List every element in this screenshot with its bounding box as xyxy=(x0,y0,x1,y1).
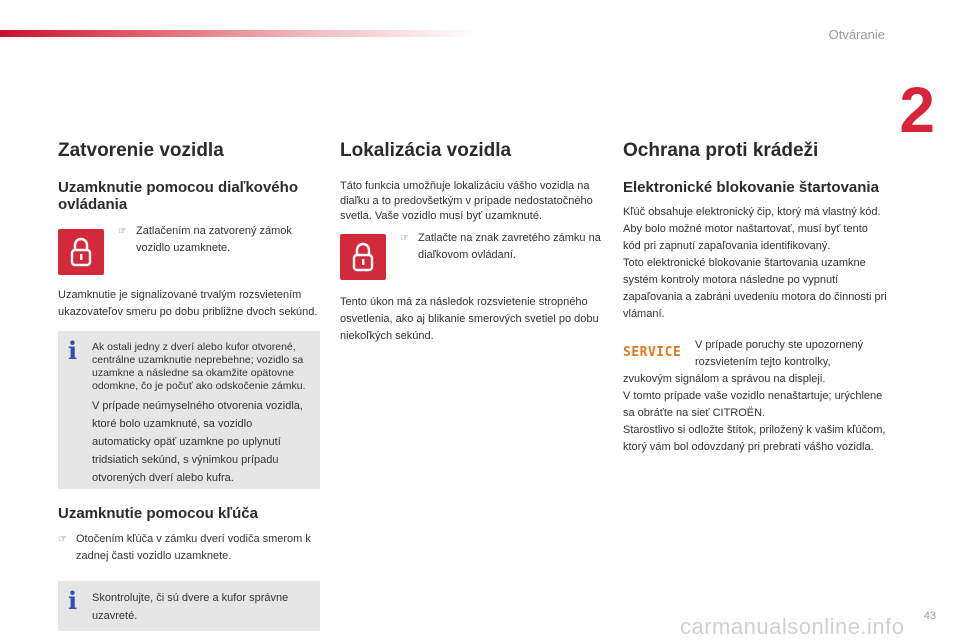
immobiliser-para4: V tomto prípade vaše vozidlo nenaštartuje; urýchlene sa obráťte na sieť CITROËN. xyxy=(623,390,883,420)
hand-pointer-icon: ☞ xyxy=(400,232,409,244)
page-number: 43 xyxy=(923,610,936,622)
service-warning-lamp xyxy=(623,337,682,361)
info-box-locking xyxy=(58,331,320,489)
service-text: V prípade poruchy ste upozornený rozsvietením tejto kontrolky, xyxy=(695,339,864,369)
column-anti-theft xyxy=(623,140,888,456)
immobiliser-para5: Starostlivo si odložte štítok, priložený k vašim kľúčom, ktorý vám bol odovzdaný pri prebratí vášho vozidla. xyxy=(623,424,886,454)
info-box-check xyxy=(58,581,320,631)
locating-title: Lokalizácia vozidla xyxy=(340,140,512,161)
service-warning xyxy=(623,337,888,371)
chapter-number: 2 xyxy=(899,74,935,146)
immobiliser-para1: Kľúč obsahuje elektronický čip, ktorý má vlastný kód. Aby bolo možné motor naštartovať, musí byť tento kód pri zapnutí zapaľovania identifikovaný. xyxy=(623,206,881,253)
locating-paragraph: Tento úkon má za následok rozsvietenie stropného osvetlenia, ako aj blikanie smerových svetiel po dobu niekoľkých sekúnd. xyxy=(340,295,599,342)
column-closing xyxy=(58,140,320,631)
locating-step xyxy=(340,230,602,280)
remote-locking-bullet: ☞ Zatlačením na zatvorený zámok vozidlo uzamknete. xyxy=(118,223,320,257)
closing-title: Zatvorenie vozidla xyxy=(58,140,224,161)
column-locating xyxy=(340,140,602,345)
immobiliser-para2: Toto elektronické blokovanie štartovania uzamkne systém kontroly motora následne po vypnutí zapaľovania a zabráni uvedeniu motora do činnosti pri vlámaní. xyxy=(623,257,887,321)
key-locking-bullet: ☞ Otočením kľúča v zámku dverí vodiča smerom k zadnej časti vozidlo uzamknete. xyxy=(58,531,320,565)
watermark: carmanualsonline.info xyxy=(680,614,905,639)
hand-pointer-icon: ☞ xyxy=(58,533,67,545)
immobiliser-para3: zvukovým signálom a správou na displeji. xyxy=(623,373,826,386)
info-icon: i xyxy=(68,585,78,615)
locating-bullet: ☞ Zatlačte na znak zavretého zámku na diaľkovom ovládaní. xyxy=(400,230,602,264)
locating-intro: Táto funkcia umožňuje lokalizáciu vášho vozidla na diaľku a to predovšetkým v prípade nedostatočného svetla. Vaše vozidlo musí byť uzamknuté. xyxy=(340,179,593,222)
anti-theft-title: Ochrana proti krádeži xyxy=(623,140,819,161)
info-check-text: Skontrolujte, či sú dvere a kufor správne uzavreté. xyxy=(92,591,289,622)
hand-pointer-icon: ☞ xyxy=(118,226,127,238)
section-title: Otváranie xyxy=(828,27,885,42)
info-icon: i xyxy=(68,336,78,366)
remote-locking-step xyxy=(58,223,320,275)
lock-icon xyxy=(340,234,386,280)
lock-icon xyxy=(58,229,104,275)
info-text-b: V prípade neúmyselného otvorenia vozidla, ktoré bolo uzamknuté, sa vozidlo automaticky opäť uzamkne po uplynutí tridsiatich sekúnd, s výnimkou prípadu otvorených dverí alebo kufra. xyxy=(92,400,303,485)
remote-locking-paragraph: Uzamknutie je signalizované trvalým rozsvietením ukazovateľov smeru po dobu približne dvoch sekúnd. xyxy=(58,289,318,319)
key-locking-title: Uzamknutie pomocou kľúča xyxy=(58,505,258,523)
info-text-a: Ak ostali jedny z dverí alebo kufor otvorené, centrálne uzamknutie neprebehne; vozidlo sa uzamkne a následne sa okamžite opätovne odomkne, čo je počuť ako odskočenie zámku. xyxy=(92,341,306,393)
immobiliser-title: Elektronické blokovanie štartovania xyxy=(623,178,879,196)
remote-locking-title: Uzamknutie pomocou diaľkového ovládania xyxy=(58,178,298,214)
service-label: SERVICE xyxy=(623,345,682,361)
header-accent-bar xyxy=(0,30,480,37)
